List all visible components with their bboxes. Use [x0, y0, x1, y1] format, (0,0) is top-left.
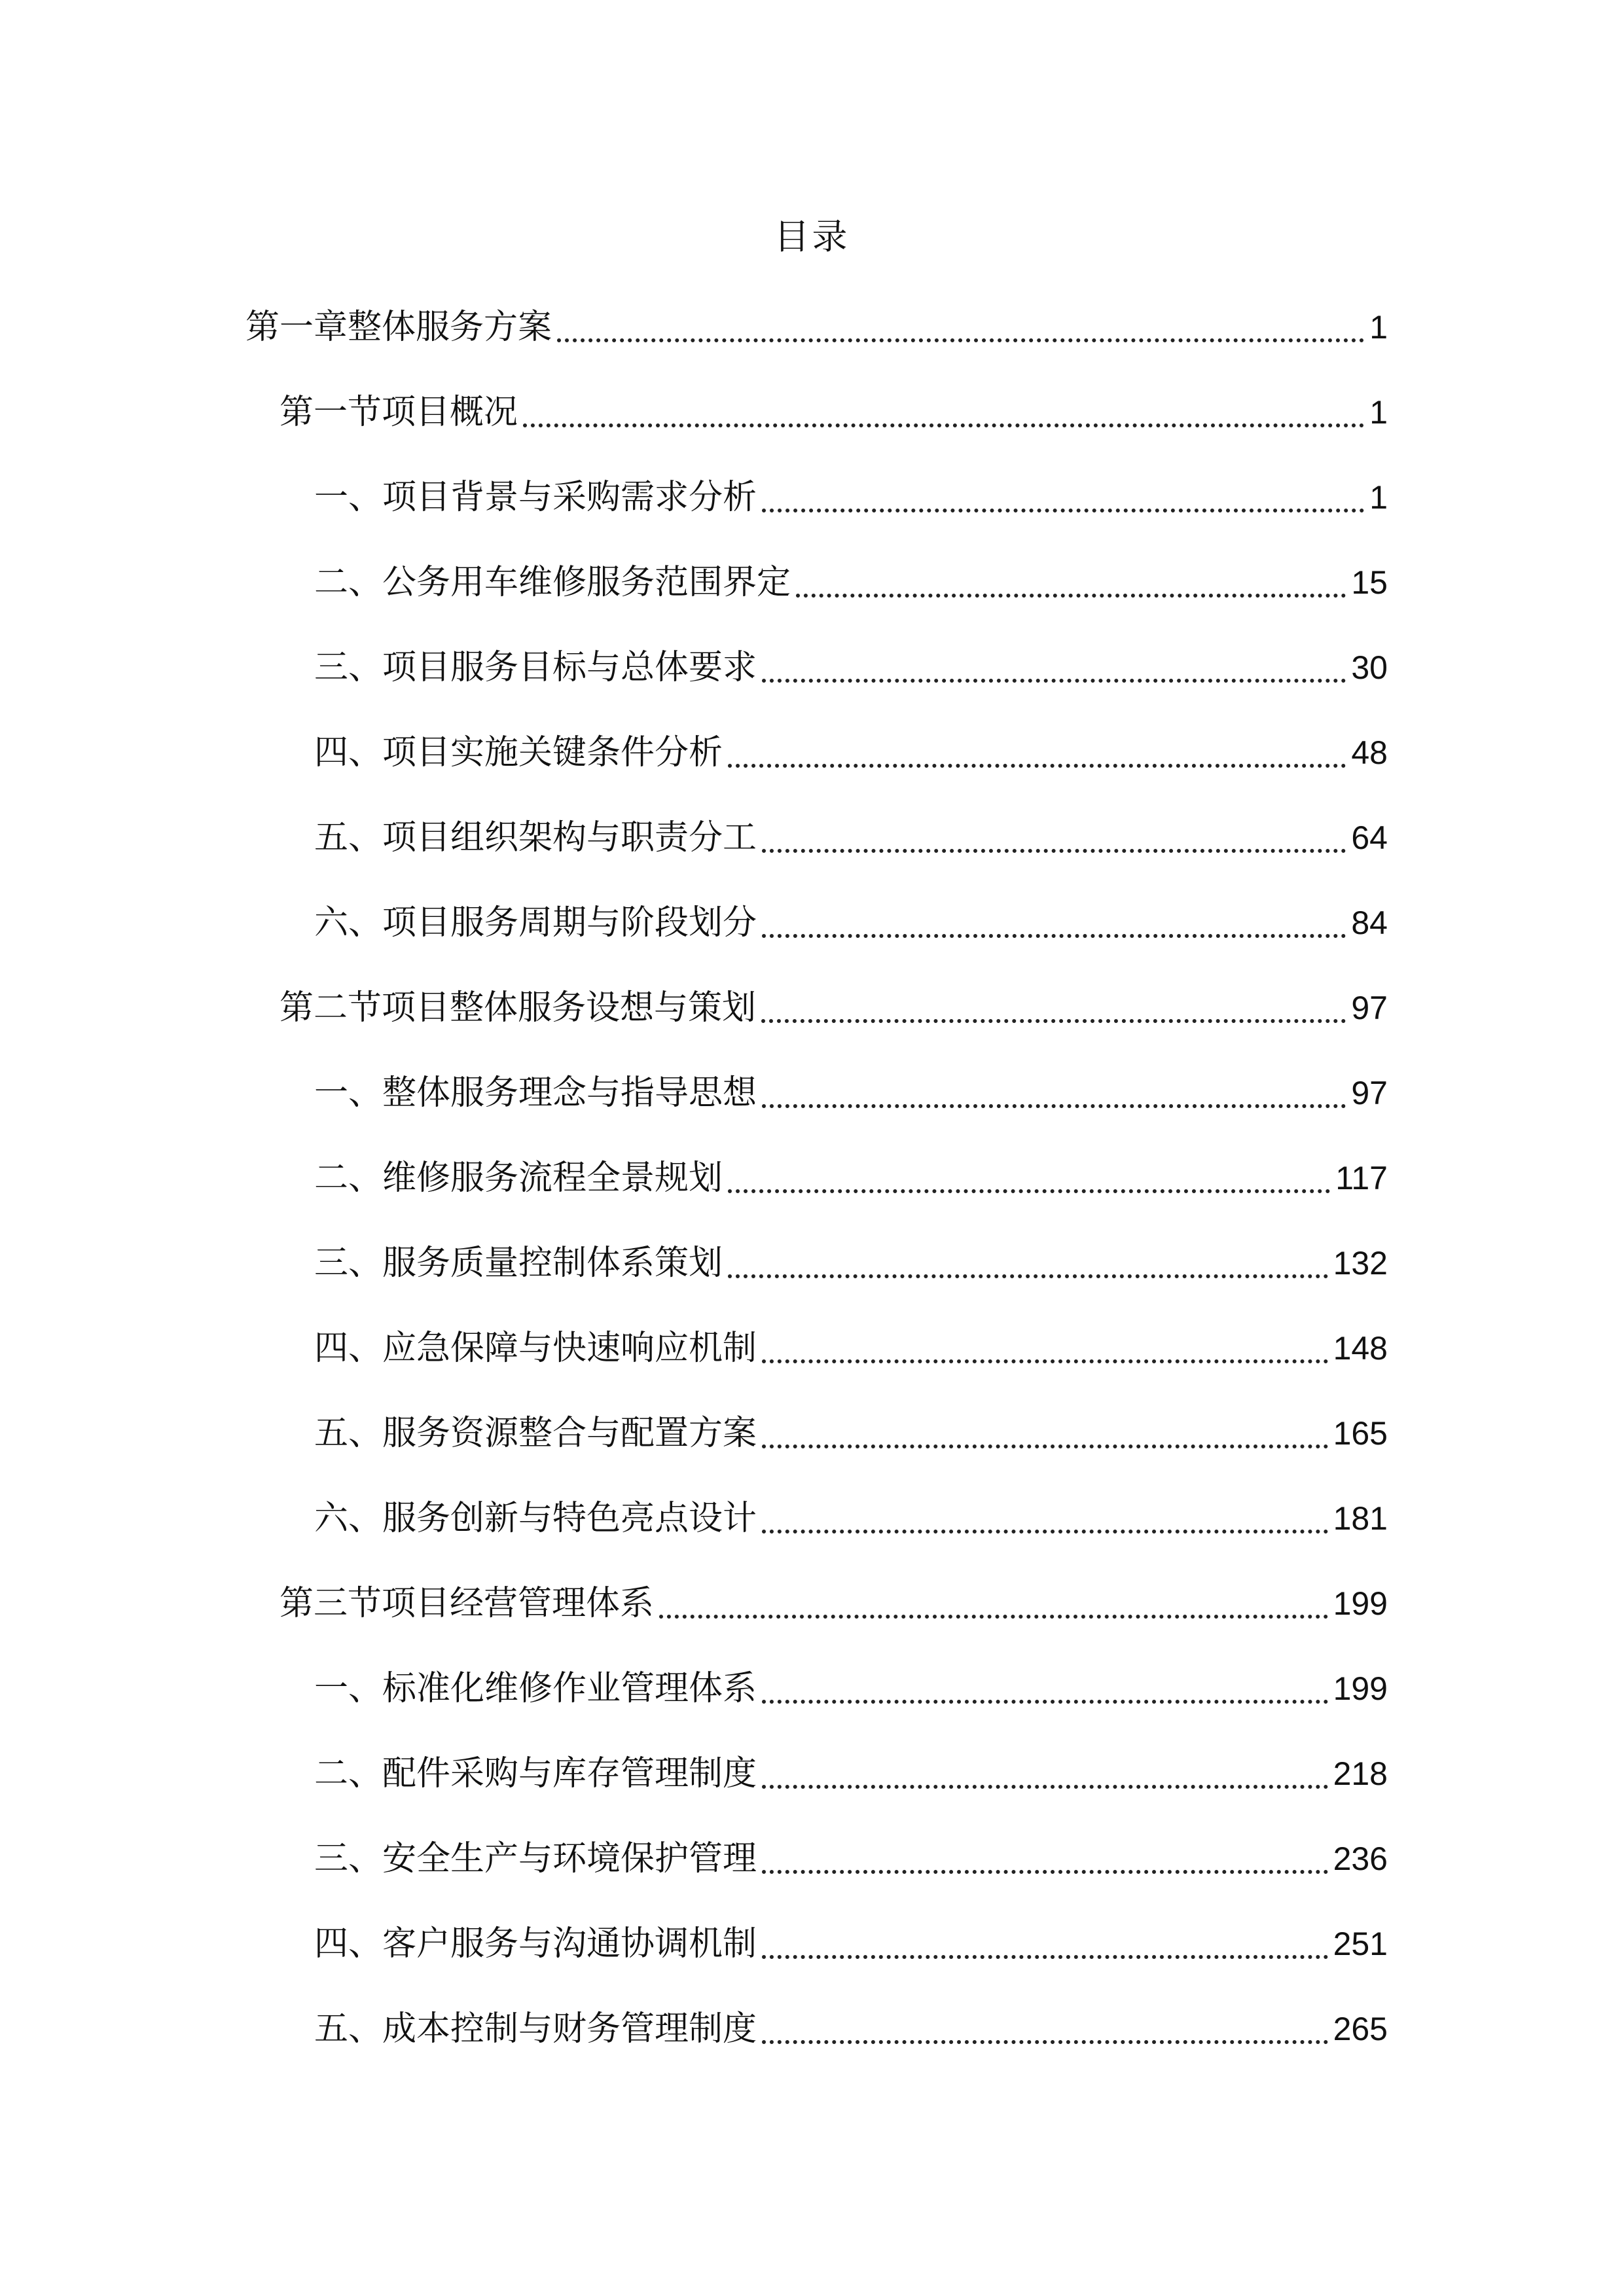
toc-page-number: 251	[1333, 1926, 1388, 1962]
toc-entry-item[interactable]	[314, 468, 1388, 527]
dot-leader	[762, 1785, 1328, 1789]
toc-entry-label: 第三节项目经营管理体系	[280, 1584, 655, 1623]
toc-entry-label: 一、项目背景与采购需求分析	[314, 478, 757, 517]
toc-entry-item[interactable]	[314, 1659, 1388, 1718]
toc-page-number: 199	[1333, 1585, 1388, 1622]
dot-leader	[728, 1189, 1330, 1193]
dot-leader	[762, 849, 1346, 853]
dot-leader	[762, 1444, 1328, 1448]
toc-entry-item[interactable]	[314, 2000, 1388, 2058]
dot-leader	[762, 2040, 1328, 2044]
toc-entry-label: 四、应急保障与快速响应机制	[314, 1329, 757, 1368]
toc-entry-item[interactable]	[314, 1149, 1388, 1208]
toc-entry-item[interactable]	[314, 1404, 1388, 1463]
toc-page-number: 64	[1351, 819, 1388, 856]
dot-leader	[762, 1104, 1346, 1108]
toc-entry-label: 三、项目服务目标与总体要求	[314, 648, 757, 687]
toc-page-number: 165	[1333, 1415, 1388, 1452]
toc-entry-label: 第二节项目整体服务设想与策划	[280, 988, 757, 1028]
toc-entry-label: 四、客户服务与沟通协调机制	[314, 1924, 757, 1964]
toc-page-number: 15	[1351, 564, 1388, 601]
toc-entry-item[interactable]	[314, 1234, 1388, 1293]
toc-entry-section-2[interactable]	[280, 978, 1388, 1037]
toc-entry-label: 二、公务用车维修服务范围界定	[314, 563, 791, 602]
toc-entry-item[interactable]	[314, 1489, 1388, 1548]
toc-entry-item[interactable]	[314, 808, 1388, 867]
toc-entry-label: 五、成本控制与财务管理制度	[314, 2009, 757, 2049]
toc-entry-section-1[interactable]	[280, 383, 1388, 442]
toc-page-number: 265	[1333, 2011, 1388, 2047]
toc-entry-chapter-1[interactable]	[245, 298, 1388, 357]
toc-page-number: 148	[1333, 1330, 1388, 1367]
dot-leader	[762, 934, 1346, 938]
dot-leader	[761, 1019, 1346, 1023]
toc-page-number: 117	[1335, 1160, 1388, 1196]
dot-leader	[728, 1274, 1328, 1278]
toc-entry-label: 六、服务创新与特色亮点设计	[314, 1499, 757, 1538]
dot-leader	[762, 1700, 1328, 1704]
toc-entry-label: 六、项目服务周期与阶段划分	[314, 903, 757, 942]
toc-entry-item[interactable]	[314, 723, 1388, 782]
toc-entry-label: 一、整体服务理念与指导思想	[314, 1073, 757, 1113]
toc-page-number: 218	[1333, 1755, 1388, 1792]
toc-page-number: 48	[1351, 734, 1388, 771]
toc-entry-label: 一、标准化维修作业管理体系	[314, 1669, 757, 1708]
dot-leader	[557, 338, 1364, 342]
toc-page-number: 236	[1333, 1840, 1388, 1877]
dot-leader	[796, 594, 1346, 598]
toc-entry-item[interactable]	[314, 1064, 1388, 1122]
toc-entry-item[interactable]	[314, 1319, 1388, 1378]
dot-leader	[728, 764, 1346, 768]
toc-page-number: 181	[1333, 1500, 1388, 1537]
page-title: 目录	[774, 216, 850, 257]
toc-entry-label: 三、安全生产与环境保护管理	[314, 1839, 757, 1878]
toc-entry-item[interactable]	[314, 893, 1388, 952]
dot-leader	[762, 679, 1346, 683]
toc-page-number: 1	[1369, 479, 1388, 516]
toc-entry-label: 第一章整体服务方案	[245, 308, 552, 347]
dot-leader	[762, 509, 1364, 512]
toc-page-number: 84	[1351, 905, 1388, 941]
toc-page-number: 97	[1351, 1075, 1388, 1111]
toc-entry-section-3[interactable]	[280, 1574, 1388, 1633]
toc-page-number: 1	[1369, 394, 1388, 431]
dot-leader	[762, 1530, 1328, 1534]
toc-entry-label: 五、项目组织架构与职责分工	[314, 818, 757, 857]
toc-page-number: 1	[1369, 309, 1388, 346]
toc-page-number: 199	[1333, 1670, 1388, 1707]
toc-entry-item[interactable]	[314, 1914, 1388, 1973]
toc-entry-item[interactable]	[314, 1829, 1388, 1888]
toc-page-number: 97	[1351, 990, 1388, 1026]
dot-leader	[659, 1615, 1328, 1619]
toc-entry-label: 二、维修服务流程全景规划	[314, 1158, 723, 1198]
toc-entry-item[interactable]	[314, 1744, 1388, 1803]
toc-entry-label: 三、服务质量控制体系策划	[314, 1244, 723, 1283]
dot-leader	[523, 423, 1364, 427]
dot-leader	[762, 1955, 1328, 1959]
toc-entry-item[interactable]	[314, 638, 1388, 697]
toc-entry-label: 二、配件采购与库存管理制度	[314, 1754, 757, 1793]
dot-leader	[762, 1359, 1328, 1363]
toc-entry-item[interactable]	[314, 553, 1388, 612]
toc-page-number: 30	[1351, 649, 1388, 686]
toc-entry-label: 五、服务资源整合与配置方案	[314, 1414, 757, 1453]
toc-page-number: 132	[1333, 1245, 1388, 1282]
dot-leader	[762, 1870, 1328, 1874]
toc-entry-label: 第一节项目概况	[280, 393, 518, 432]
toc-entry-label: 四、项目实施关键条件分析	[314, 733, 723, 772]
